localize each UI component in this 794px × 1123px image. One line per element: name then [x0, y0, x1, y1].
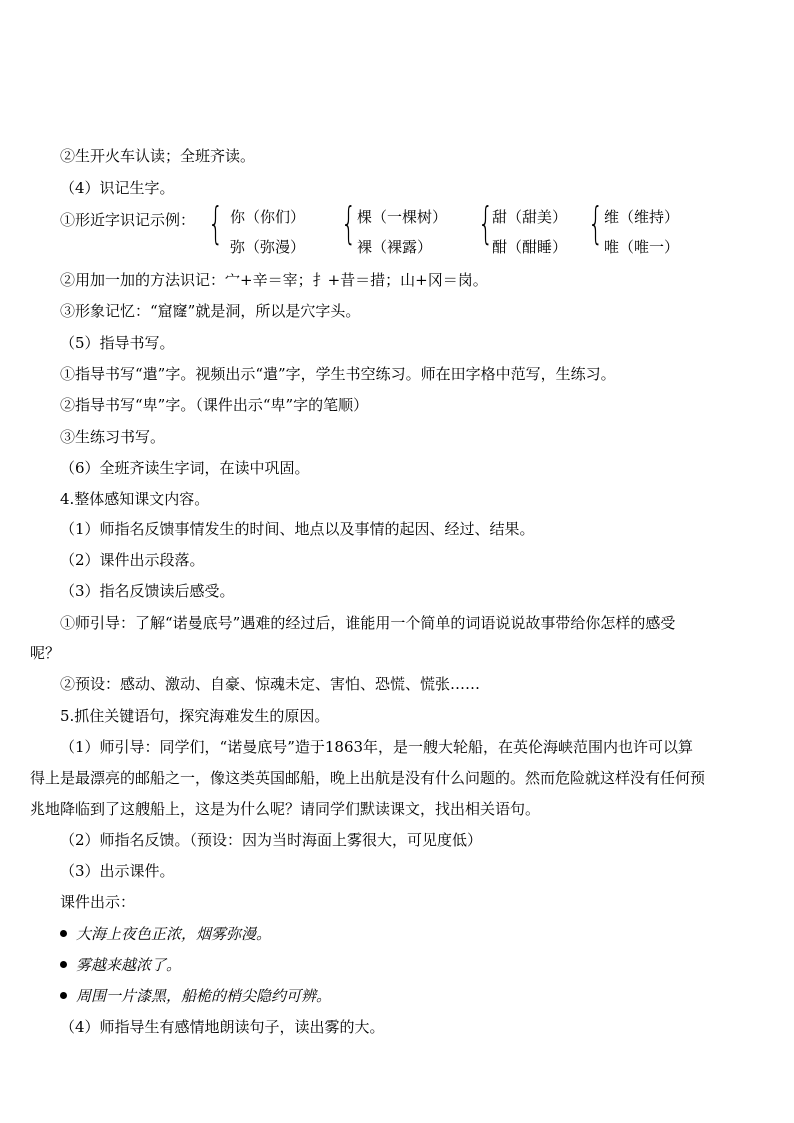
text-line: 得上是最漂亮的邮船之一，像这类英国邮船，晚上出航是没有什么问题的。然而危险就这样没有任何预 [30, 769, 706, 787]
text-line: （1）师指名反馈事情发生的时间、地点以及事情的起因、经过、结果。 [60, 520, 535, 538]
section-heading: （6）全班齐读生字词，在读中巩固。 [60, 459, 310, 477]
text-line: ②预设：感动、激动、自豪、惊魂未定、害怕、恐慌、慌张…… [60, 675, 481, 693]
section-heading: 5.抓住关键语句，探究海难发生的原因。 [60, 707, 330, 725]
text-line: ②生开火车认读；全班齐读。 [60, 147, 256, 165]
char-pair-top: 棵（一棵树） [357, 208, 448, 226]
text-line: 呢？ [30, 644, 61, 662]
text-line: （4）师指导生有感情地朗读句子，读出雾的大。 [60, 1018, 385, 1036]
char-pair-bottom: 唯（唯一） [604, 238, 680, 256]
text-line: ①指导书写“遣”字。视频出示“遣”字，学生书空练习。师在田字格中范写，生练习。 [60, 365, 616, 383]
bullet-dot-icon [60, 961, 67, 968]
text-line: ②用加一加的方法识记：宀+辛＝宰；扌+昔＝措；山+冈＝岗。 [60, 271, 488, 289]
text-line: （2）课件出示段落。 [60, 551, 205, 569]
text-line: 兆地降临到了这艘船上，这是为什么呢？请同学们默读课文，找出相关语句。 [30, 800, 541, 818]
text-line: （3）指名反馈读后感受。 [60, 582, 235, 600]
text-line: ②指导书写“卑”字。（课件出示“卑”字的笔顺） [60, 396, 369, 414]
text-line: （1）师引导：同学们，“诺曼底号”造于1863年，是一艘大轮船，在英伦海峡范围内也许可以算 [60, 738, 694, 756]
text-line: ③生练习书写。 [60, 428, 166, 446]
section-heading: （5）指导书写。 [60, 334, 175, 352]
char-pair-top: 维（维持） [604, 208, 680, 226]
section-heading: 4.整体感知课文内容。 [60, 490, 210, 508]
bullet-dot-icon [60, 930, 67, 937]
brace-glyph: { [478, 198, 494, 249]
bullet-dot-icon [60, 992, 67, 999]
char-pair-bottom: 酣（酣睡） [492, 238, 568, 256]
brace-glyph: { [341, 198, 357, 249]
bullet-text: 雾越来越浓了。 [76, 956, 182, 974]
text-line: 课件出示： [60, 893, 136, 911]
text-line: ①形近字识记示例： [60, 211, 196, 229]
text-line: ①师引导：了解“诺曼底号”遇难的经过后，谁能用一个简单的词语说说故事带给你怎样的感受 [60, 614, 676, 632]
char-pair-top: 你（你们） [230, 208, 306, 226]
char-pair-top: 甜（甜美） [492, 208, 568, 226]
bullet-text: 周围一片漆黑，船桅的梢尖隐约可辨。 [76, 987, 332, 1005]
char-pair-bottom: 裸（裸露） [357, 238, 433, 256]
section-heading: （4）识记生字。 [60, 179, 175, 197]
bullet-item [60, 986, 750, 1006]
text-line: ③形象记忆：“窟窿”就是洞，所以是穴字头。 [60, 302, 361, 320]
bullet-text: 大海上夜色正浓，烟雾弥漫。 [76, 925, 272, 943]
text-line: （2）师指名反馈。（预设：因为当时海面上雾很大，可见度低） [60, 831, 483, 849]
bullet-item [60, 955, 750, 975]
char-pair-bottom: 弥（弥漫） [230, 238, 306, 256]
brace-glyph: { [588, 198, 604, 249]
bullet-item [60, 924, 750, 944]
text-line: （3）出示课件。 [60, 862, 175, 880]
brace-glyph: { [208, 198, 224, 249]
